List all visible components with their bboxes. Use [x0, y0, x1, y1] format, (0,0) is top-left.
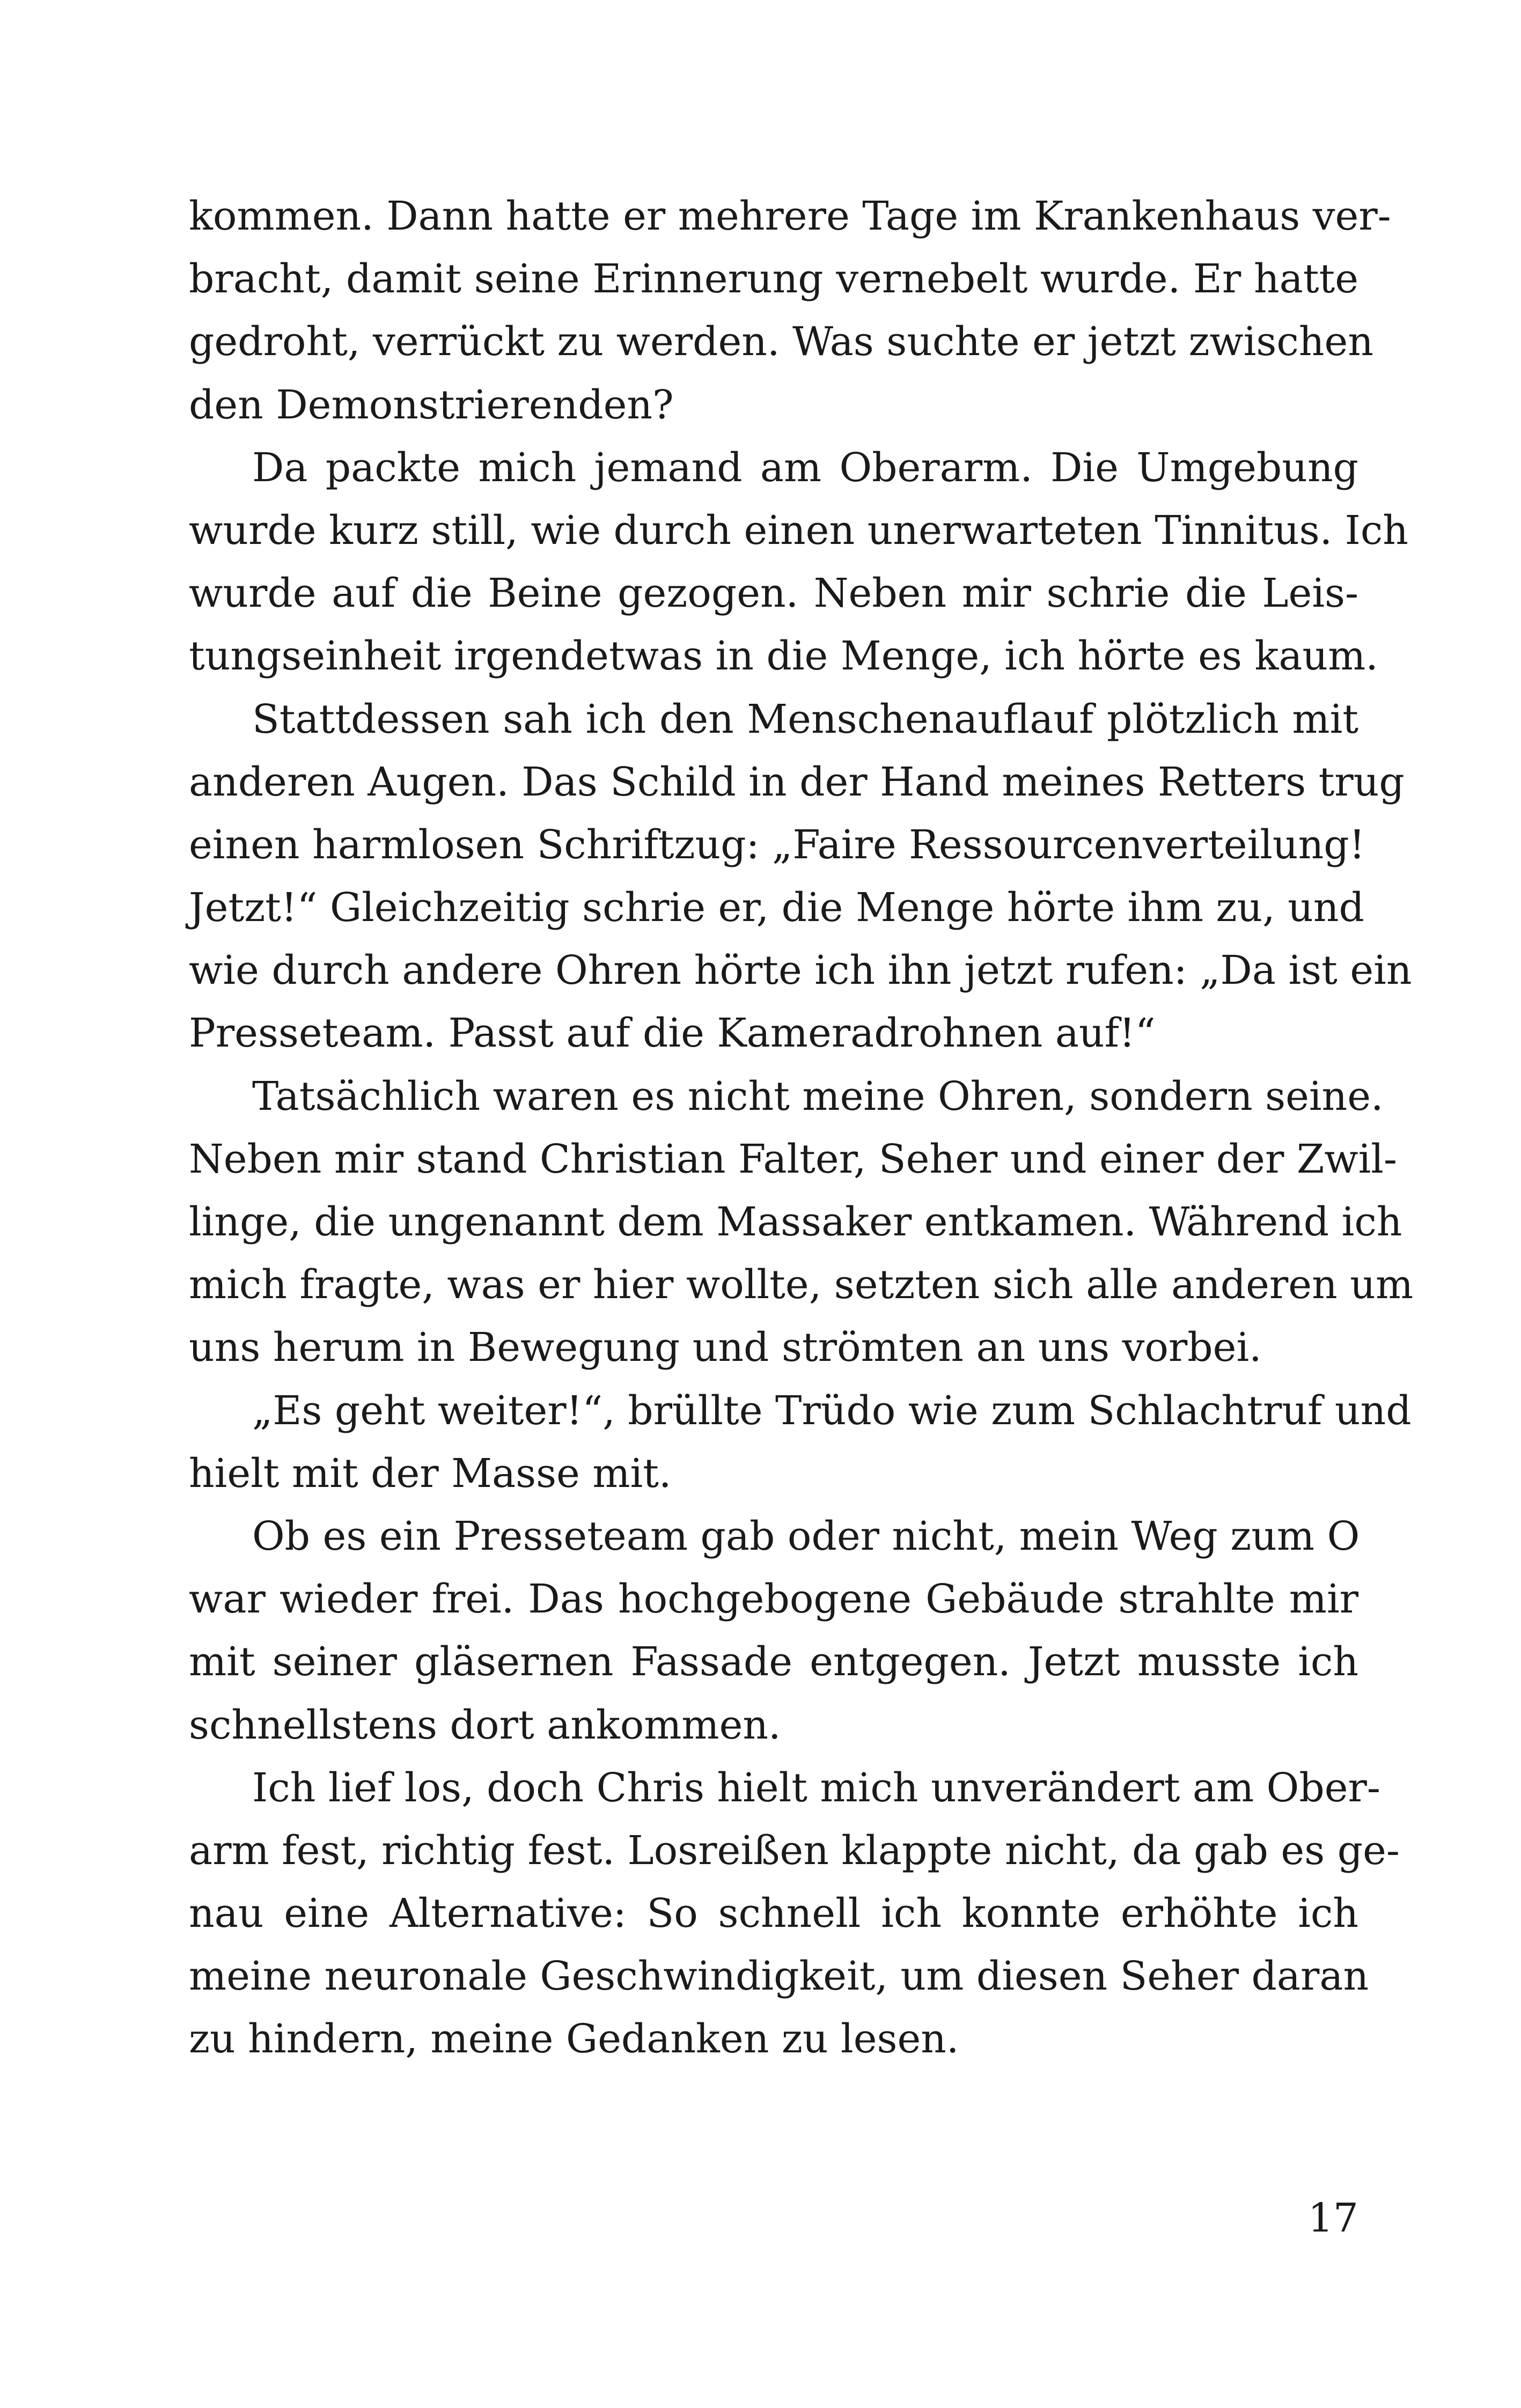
text-line: linge, die ungenannt dem Massaker entkamen. Während ich: [189, 1199, 1402, 1245]
text-line: Da packte mich jemand am Oberarm. Die Umgebung: [252, 444, 1358, 491]
text-line: einen harmlosen Schriftzug: „Faire Ressourcenverteilung!: [189, 821, 1365, 868]
text-line: wie durch andere Ohren hörte ich ihn jetzt rufen: „Da ist ein: [189, 947, 1412, 994]
text-line: den Demonstrierenden?: [189, 381, 674, 428]
text-line: Ob es ein Presseteam gab oder nicht, mein Weg zum O: [252, 1513, 1360, 1559]
text-line: nau eine Alternative: So schnell ich konnte erhöhte ich: [189, 1890, 1358, 1937]
text-line: zu hindern, meine Gedanken zu lesen.: [189, 2016, 959, 2063]
text-line: Ich lief los, doch Chris hielt mich unverändert am Ober-: [252, 1764, 1380, 1811]
text-line: anderen Augen. Das Schild in der Hand meines Retters trug: [189, 759, 1405, 805]
text-line: Presseteam. Passt auf die Kameradrohnen auf!“: [189, 1010, 1156, 1057]
text-line: tungseinheit irgendetwas in die Menge, ich hörte es kaum.: [189, 633, 1378, 680]
text-line: war wieder frei. Das hochgebogene Gebäude strahlte mir: [189, 1576, 1358, 1623]
text-line: mich fragte, was er hier wollte, setzten sich alle anderen um: [189, 1262, 1414, 1308]
text-line: Stattdessen sah ich den Menschenauflauf plötzlich mit: [252, 696, 1358, 742]
text-line: meine neuronale Geschwindigkeit, um diesen Seher daran: [189, 1953, 1369, 2000]
page-number: 17: [1307, 2195, 1358, 2241]
text-line: schnellstens dort ankommen.: [189, 1702, 781, 1748]
text-line: Tatsächlich waren es nicht meine Ohren, sondern seine.: [252, 1073, 1384, 1120]
text-line: Jetzt!“ Gleichzeitig schrie er, die Menge hörte ihm zu, und: [189, 885, 1364, 931]
text-line: arm fest, richtig fest. Losreißen klappte nicht, da gab es ge-: [189, 1827, 1400, 1874]
text-line: hielt mit der Masse mit.: [189, 1450, 672, 1497]
text-line: bracht, damit seine Erinnerung vernebelt wurde. Er hatte: [189, 256, 1358, 303]
text-line: uns herum in Bewegung und strömten an uns vorbei.: [189, 1324, 1262, 1371]
text-line: Neben mir stand Christian Falter, Seher und einer der Zwil-: [189, 1136, 1397, 1182]
text-line: mit seiner gläsernen Fassade entgegen. Jetzt musste ich: [189, 1639, 1358, 1685]
text-line: „Es geht weiter!“, brüllte Trüdo wie zum Schlachtruf und: [252, 1387, 1412, 1434]
text-line: wurde auf die Beine gezogen. Neben mir schrie die Leis-: [189, 570, 1358, 617]
text-line: gedroht, verrückt zu werden. Was suchte er jetzt zwischen: [189, 319, 1373, 365]
text-line: kommen. Dann hatte er mehrere Tage im Krankenhaus ver-: [189, 193, 1391, 239]
text-line: wurde kurz still, wie durch einen unerwarteten Tinnitus. Ich: [189, 507, 1408, 554]
body-text: [189, 185, 1414, 2071]
